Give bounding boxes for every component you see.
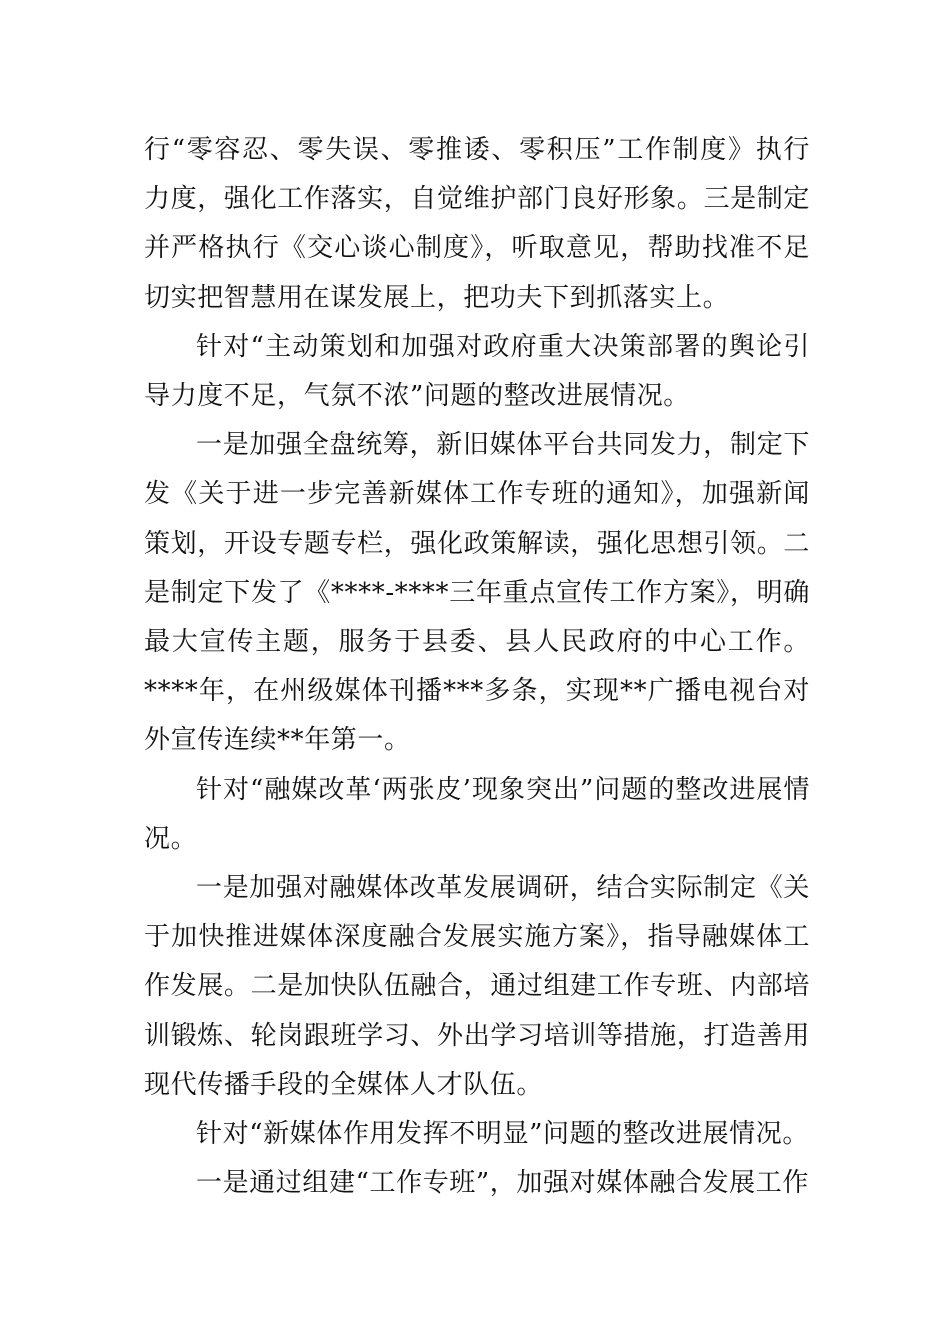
paragraph-issue-heading: 针对“新媒体作用发挥不明显”问题的整改进展情况。 — [196, 1119, 809, 1150]
paragraph-continuation: 行“零容忍、零失误、零推诿、零积压”工作制度》执行力度，强化工作落实，自觉维护部门良好形象。三是制定并严格执行《交心谈心制度》，听取意见，帮助找准不足切实把智慧用在谋发展上，把功夫下到抓落实上。 — [144, 135, 810, 313]
paragraph-issue-heading: 针对“主动策划和加强对政府重大决策部署的舆论引导力度不足，气氛不浓”问题的整改进展情况。 — [144, 331, 810, 412]
paragraph-body: 一是加强对融媒体改革发展调研，结合实际制定《关于加快推进媒体深度融合发展实施方案》，指导融媒体工作发展。二是加快队伍融合，通过组建工作专班、内部培训锻炼、轮岗跟班学习、外出学习培训等措施，打造善用现代传播手段的全媒体人才队伍。 — [144, 873, 810, 1100]
document-body — [144, 126, 810, 1208]
paragraph-body: 一是通过组建“工作专班”，加强对媒体融合发展工作 — [196, 1168, 809, 1199]
paragraph-body: 一是加强全盘统筹，新旧媒体平台共同发力，制定下发《关于进一步完善新媒体工作专班的通知》，加强新闻策划，开设专题专栏，强化政策解读，强化思想引领。二是制定下发了《****-****三年重点宣传工作方案》，明确最大宣传主题，服务于县委、县人民政府的中心工作。****年，在州级媒体刊播***多条，实现**广播电视台对外宣传连续**年第一。 — [144, 430, 810, 756]
paragraph-issue-heading: 针对“融媒改革‘两张皮’现象突出”问题的整改进展情况。 — [144, 774, 810, 854]
